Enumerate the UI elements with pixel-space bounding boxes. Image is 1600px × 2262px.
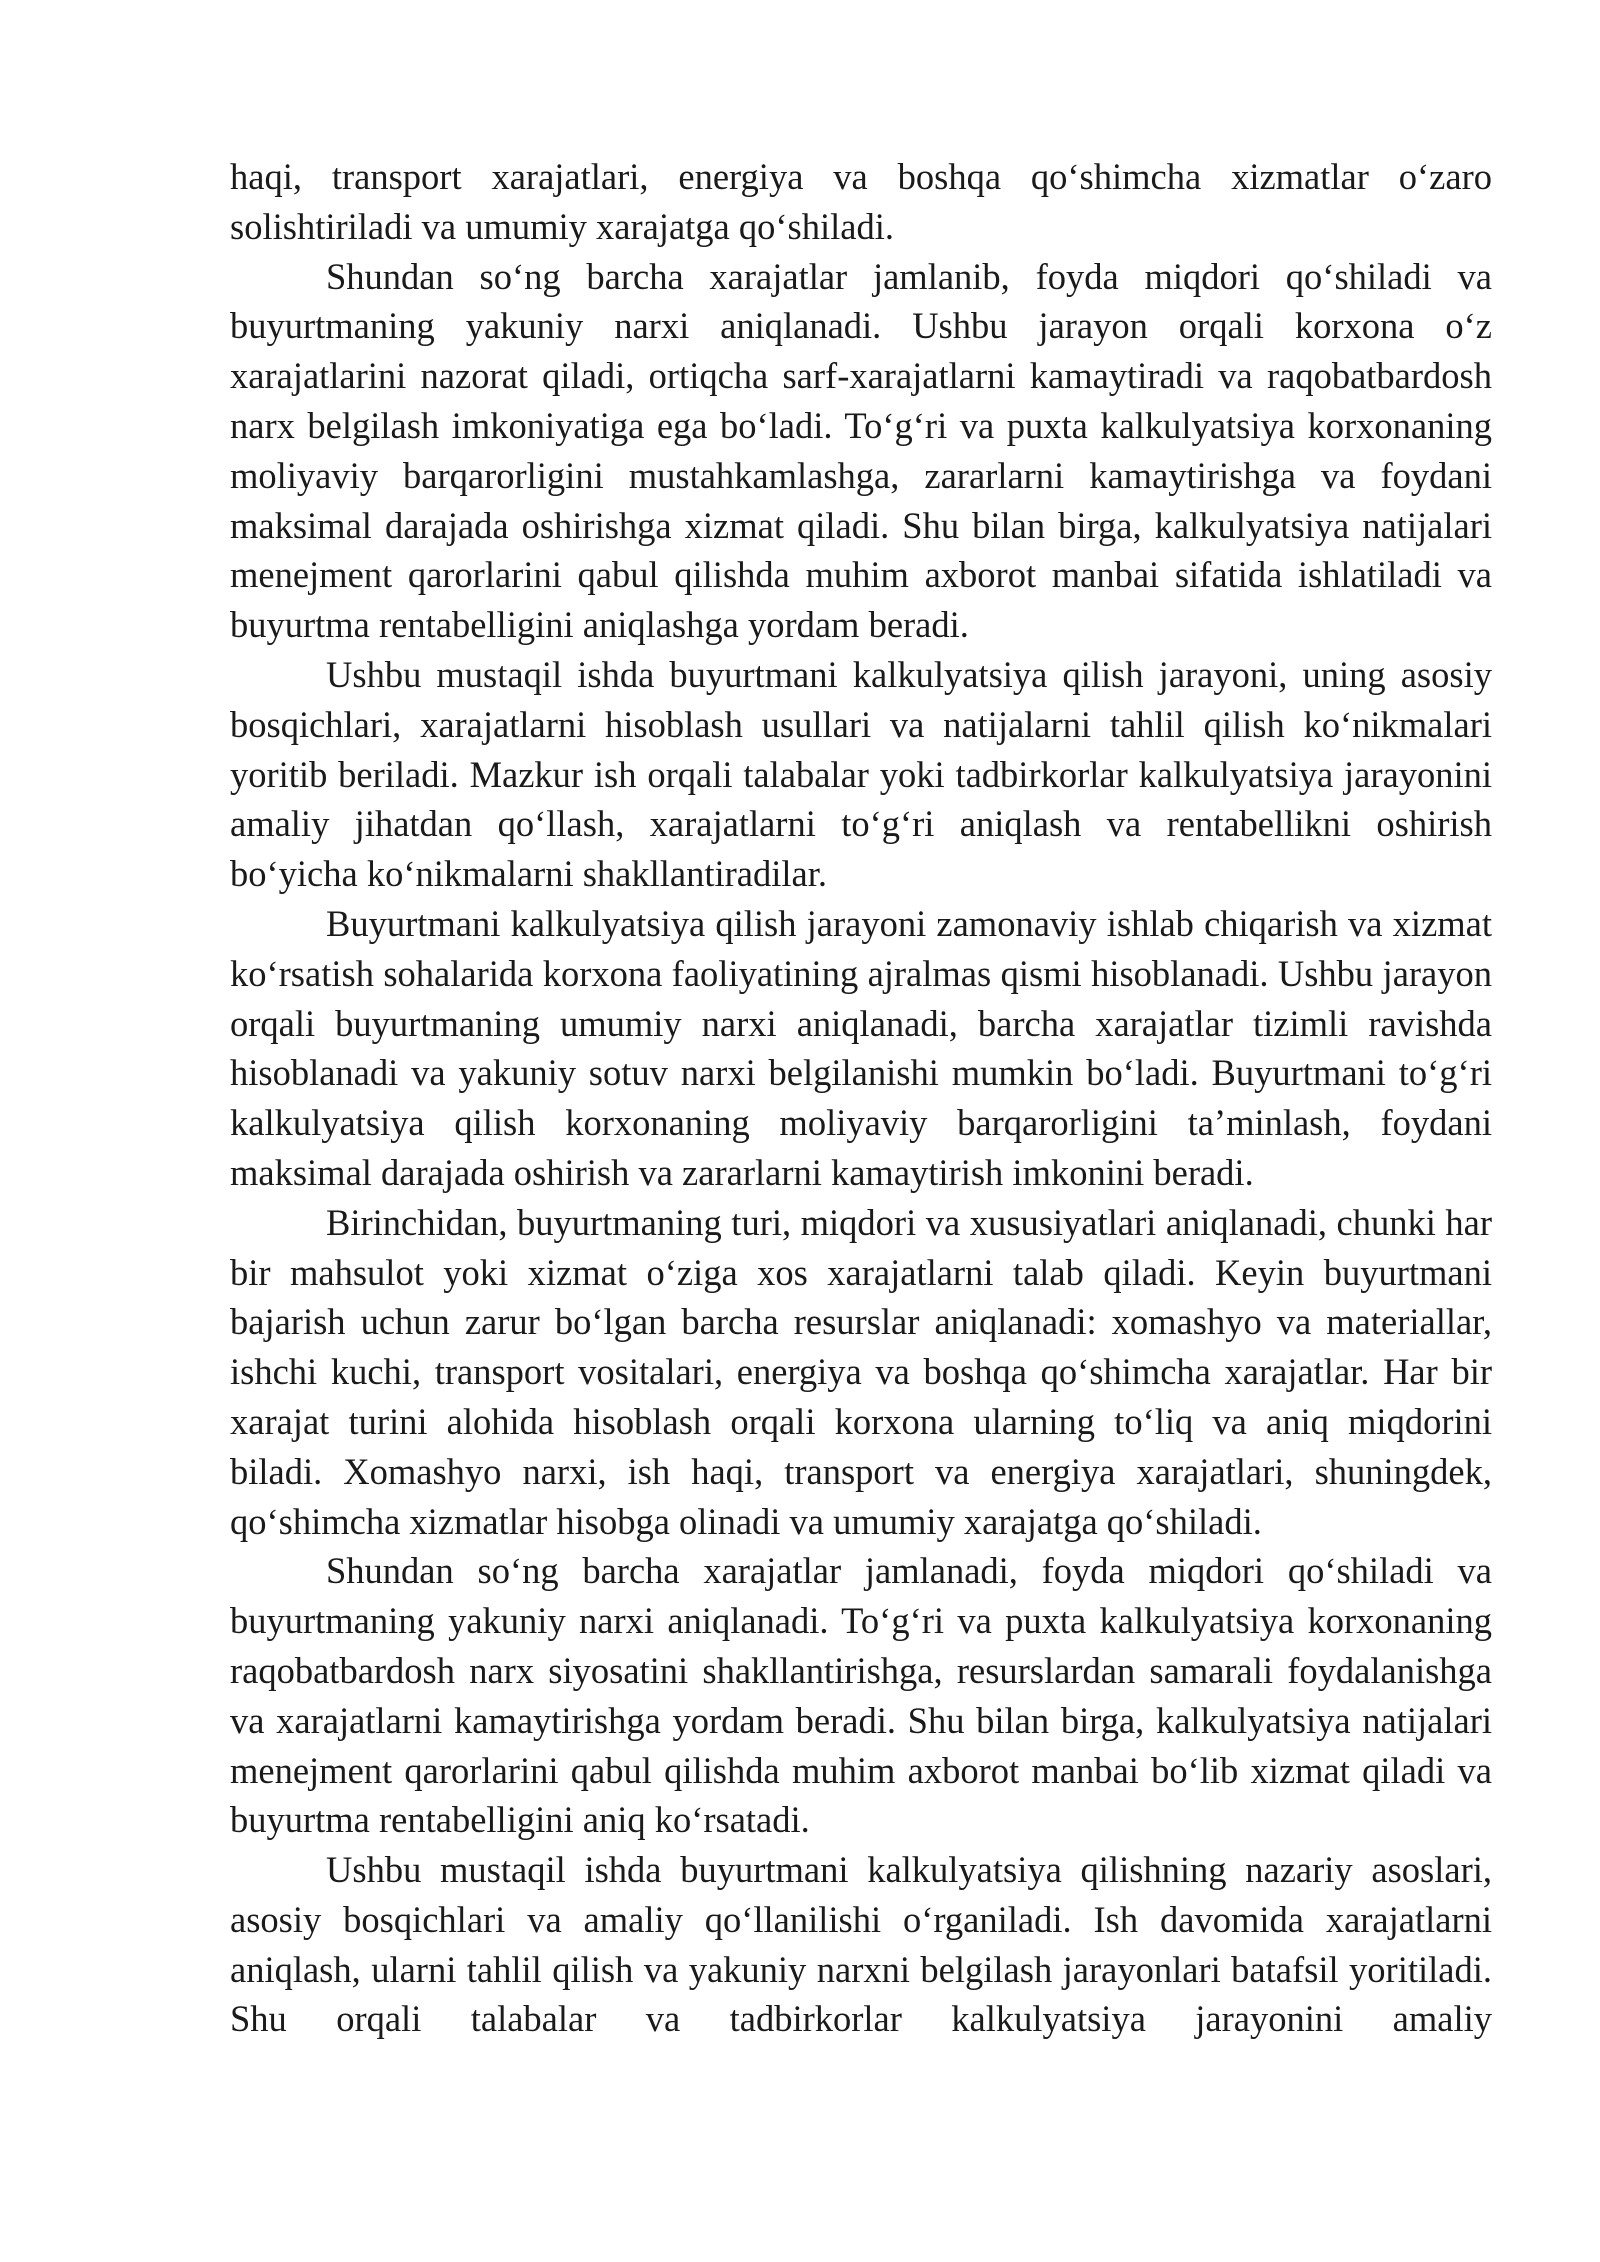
paragraph-5: Birinchidan, buyurtmaning turi, miqdori va xususiyatlari aniqlanadi, chunki har bir mahsulot yoki xizmat o‘ziga xos xarajatlarni talab qiladi. Keyin buyurtmani bajarish uchun zarur bo‘lgan barcha resurslar aniqlanadi: xomashyo va materiallar, ishchi kuchi, transport vositalari, energiya va boshqa qo‘shimcha xarajatlar. Har bir xarajat turini alohida hisoblash orqali korxona ularning to‘liq va aniq miqdorini biladi. Xomashyo narxi, ish haqi, transport va energiya xarajatlari, shuningdek, qo‘shimcha xizmatlar hisobga olinadi va umumiy xarajatga qo‘shiladi. — [230, 1201, 1492, 1542]
paragraph-1: haqi, transport xarajatlari, energiya va boshqa qo‘shimcha xizmatlar o‘zaro solishtiriladi va umumiy xarajatga qo‘shiladi. — [230, 156, 1492, 247]
paragraph-7: Ushbu mustaqil ishda buyurtmani kalkulyatsiya qilishning nazariy asoslari, asosiy bosqichlari va amaliy qo‘llanilishi o‘rganiladi. Ish davomida xarajatlarni aniqlash, ularni tahlil qilish va yakuniy narxni belgilash jarayonlari batafsil yoritiladi. Shu orqali talabalar va tadbirkorlar kalkulyatsiya jarayonini amaliy — [230, 1849, 1492, 2040]
paragraph-3: Ushbu mustaqil ishda buyurtmani kalkulyatsiya qilish jarayoni, uning asosiy bosqichlari, xarajatlarni hisoblash usullari va natijalarni tahlil qilish ko‘nikmalari yoritib beriladi. Mazkur ish orqali talabalar yoki tadbirkorlar kalkulyatsiya jarayonini amaliy jihatdan qo‘llash, xarajatlarni to‘g‘ri aniqlash va rentabellikni oshirish bo‘yicha ko‘nikmalarni shakllantiradilar. — [230, 653, 1492, 895]
paragraph-6: Shundan so‘ng barcha xarajatlar jamlanadi, foyda miqdori qo‘shiladi va buyurtmaning yakuniy narxi aniqlanadi. To‘g‘ri va puxta kalkulyatsiya korxonaning raqobatbardosh narx siyosatini shakllantirishga, resurslardan samarali foydalanishga va xarajatlarni kamaytirishga yordam beradi. Shu bilan birga, kalkulyatsiya natijalari menejment qarorlarini qabul qilishda muhim axborot manbai bo‘lib xizmat qiladi va buyurtma rentabelligini aniq ko‘rsatadi. — [230, 1550, 1492, 1841]
document-body — [230, 152, 1492, 2044]
paragraph-4: Buyurtmani kalkulyatsiya qilish jarayoni zamonaviy ishlab chiqarish va xizmat ko‘rsatish sohalarida korxona faoliyatining ajralmas qismi hisoblanadi. Ushbu jarayon orqali buyurtmaning umumiy narxi aniqlanadi, barcha xarajatlar tizimli ravishda hisoblanadi va yakuniy sotuv narxi belgilanishi mumkin bo‘ladi. Buyurtmani to‘g‘ri kalkulyatsiya qilish korxonaning moliyaviy barqarorligini ta’minlash, foydani maksimal darajada oshirish va zararlarni kamaytirish imkonini beradi. — [230, 902, 1492, 1193]
paragraph-2: Shundan so‘ng barcha xarajatlar jamlanib, foyda miqdori qo‘shiladi va buyurtmaning yakuniy narxi aniqlanadi. Ushbu jarayon orqali korxona o‘z xarajatlarini nazorat qiladi, ortiqcha sarf-xarajatlarni kamaytiradi va raqobatbardosh narx belgilash imkoniyatiga ega bo‘ladi. To‘g‘ri va puxta kalkulyatsiya korxonaning moliyaviy barqarorligini mustahkamlashga, zararlarni kamaytirishga va foydani maksimal darajada oshirishga xizmat qiladi. Shu bilan birga, kalkulyatsiya natijalari menejment qarorlarini qabul qilishda muhim axborot manbai sifatida ishlatiladi va buyurtma rentabelligini aniqlashga yordam beradi. — [230, 255, 1492, 646]
